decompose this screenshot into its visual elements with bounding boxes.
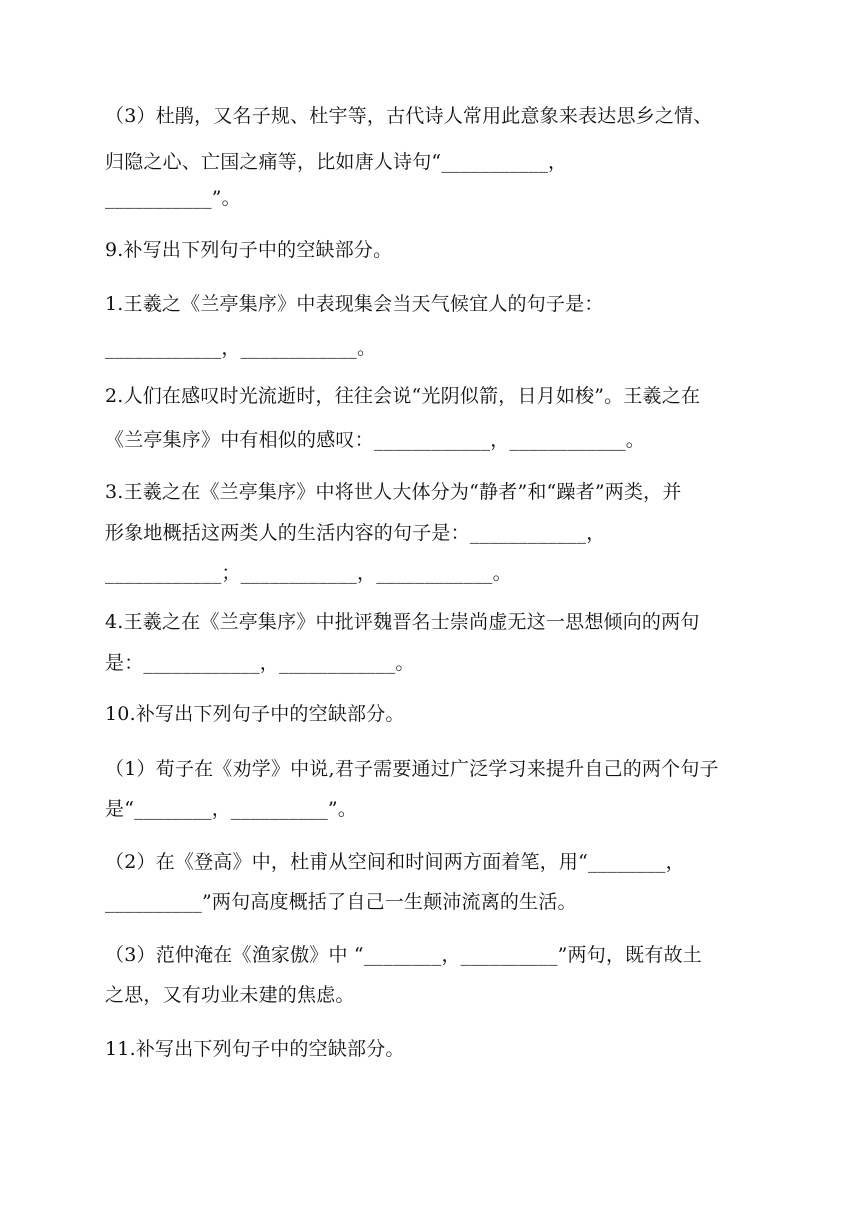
text-line: （3）范仲淹在《渔家傲》中 “________，__________”两句，既有故土 bbox=[105, 944, 702, 966]
question-heading: 11.补写出下列句子中的空缺部分。 bbox=[105, 1038, 405, 1060]
text-line: 之思，又有功业未建的焦虑。 bbox=[105, 984, 355, 1006]
text-line: 4.王羲之在《兰亭集序》中批评魏晋名士崇尚虚无这一思想倾向的两句 bbox=[105, 611, 700, 633]
text-line: 归隐之心、亡国之痛等，比如唐人诗句“___________， bbox=[105, 151, 568, 173]
text-line: 是：____________，____________。 bbox=[105, 652, 415, 674]
text-line: __________”两句高度概括了自己一生颠沛流离的生活。 bbox=[105, 891, 577, 913]
text-line: 3.王羲之在《兰亭集序》中将世人大体分为“静者”和“躁者”两类，并 bbox=[105, 481, 682, 503]
text-line: ___________”。 bbox=[105, 187, 241, 209]
question-heading: 9.补写出下列句子中的空缺部分。 bbox=[105, 239, 393, 261]
text-line: （3）杜鹃，又名子规、杜宇等，古代诗人常用此意象来表达思乡之情、 bbox=[105, 105, 713, 127]
text-line: （1）荀子在《劝学》中说,君子需要通过广泛学习来提升自己的两个句子 bbox=[105, 758, 719, 780]
text-line: 1.王羲之《兰亭集序》中表现集会当天气候宜人的句子是： bbox=[105, 293, 604, 315]
text-line: ____________，____________。 bbox=[105, 337, 377, 359]
text-line: ____________；____________，____________。 bbox=[105, 562, 512, 584]
question-heading: 10.补写出下列句子中的空缺部分。 bbox=[105, 703, 405, 725]
text-line: 是“________，__________”。 bbox=[105, 798, 358, 820]
text-line: 2.人们在感叹时光流逝时，往往会说“光阴似箭，日月如梭”。王羲之在 bbox=[105, 385, 701, 407]
text-line: （2）在《登高》中，杜甫从空间和时间两方面着笔，用“________， bbox=[105, 851, 685, 873]
text-line: 《兰亭集序》中有相似的感叹：____________，____________。 bbox=[105, 429, 646, 451]
text-line: 形象地概括这两类人的生活内容的句子是：____________， bbox=[105, 522, 606, 544]
